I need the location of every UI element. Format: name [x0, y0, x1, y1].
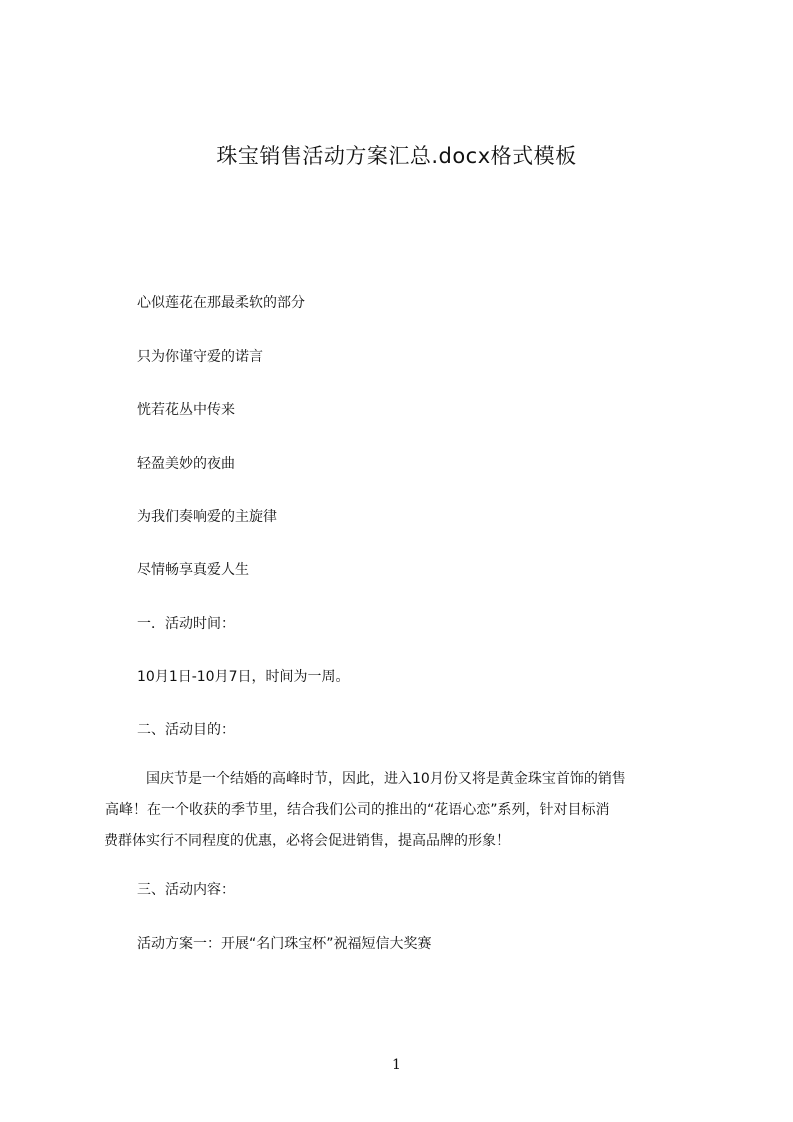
text-line: 尽情畅享真爱人生 — [137, 562, 249, 578]
document-title: 珠宝销售活动方案汇总.docx格式模板 — [216, 144, 577, 168]
text-line: 只为你谨守爱的诺言 — [137, 349, 263, 365]
paragraph-line: 费群体实行不同程度的优惠，必将会促进销售，提高品牌的形象！ — [104, 833, 510, 849]
section-heading: 二、活动目的： — [137, 722, 235, 738]
section-heading: 一．活动时间： — [137, 616, 235, 632]
paragraph-line: 国庆节是一个结婚的高峰时节，因此，进入10月份又将是黄金珠宝首饰的销售 — [132, 771, 626, 787]
section-heading: 三、活动内容： — [137, 882, 235, 898]
text-line: 10月1日-10月7日，时间为一周。 — [137, 669, 350, 685]
text-line: 活动方案一：开展“名门珠宝杯”祝福短信大奖赛 — [137, 936, 432, 952]
text-line: 心似莲花在那最柔软的部分 — [137, 295, 305, 311]
text-line: 恍若花丛中传来 — [137, 402, 235, 418]
body-paragraph — [104, 764, 704, 857]
page-number: 1 — [392, 1057, 401, 1073]
text-line: 为我们奏响爱的主旋律 — [137, 509, 277, 525]
paragraph-line: 高峰！在一个收获的季节里，结合我们公司的推出的“花语心恋”系列，针对目标消 — [105, 802, 610, 818]
text-line: 轻盈美妙的夜曲 — [137, 456, 235, 472]
